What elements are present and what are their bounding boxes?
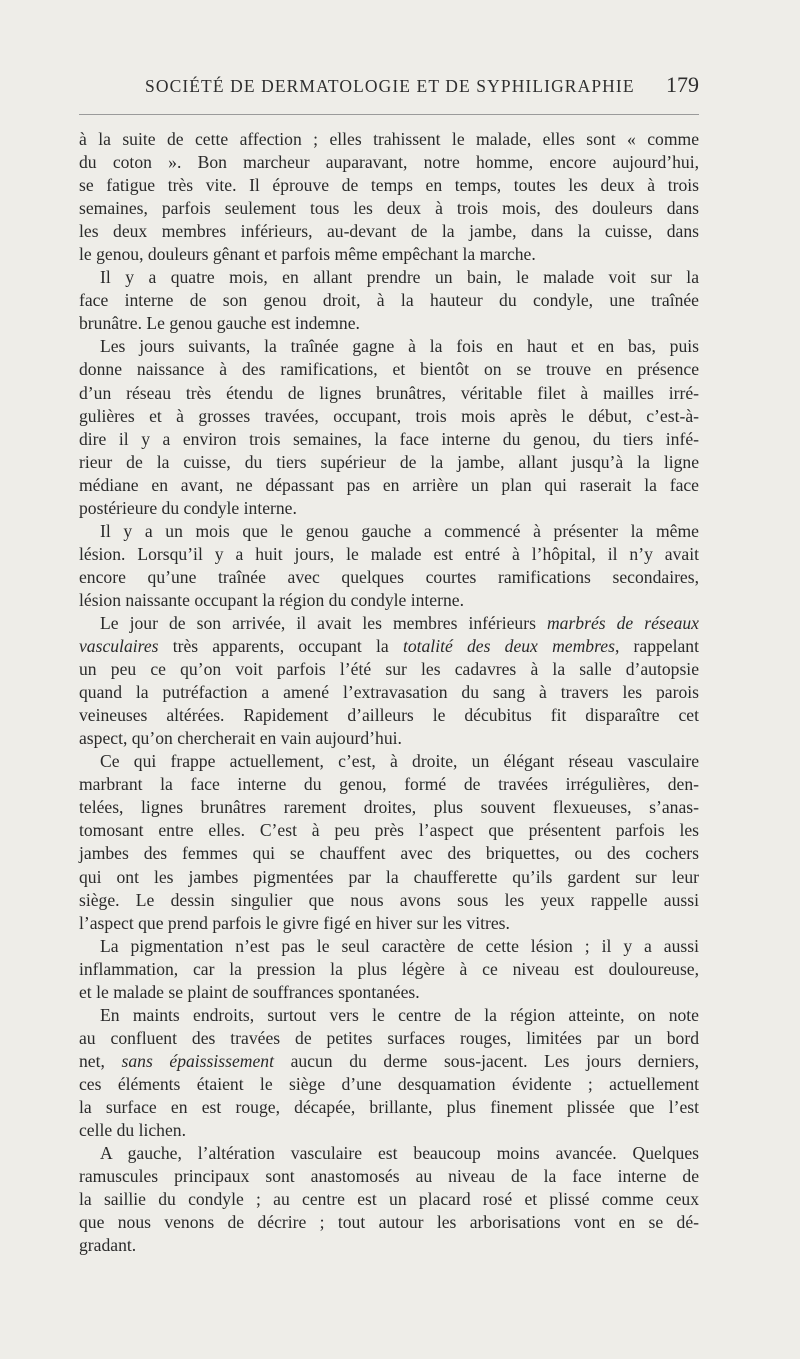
text-line (79, 1142, 699, 1165)
text-span: face interne de son genou droit, à la hauteur du condyle, une traînée (79, 290, 699, 311)
text-span: jambes des femmes qui se chauffent avec des briquettes, ou des cochers (79, 843, 699, 864)
text-line (79, 935, 699, 958)
text-span: dire il y a environ trois semaines, la face interne du genou, du tiers infé- (79, 428, 699, 449)
text-span: un peu ce qu’on voit parfois l’été sur les cadavres à la salle d’autopsie (79, 659, 699, 680)
text-line (79, 819, 699, 842)
text-line (79, 704, 699, 727)
text-span: d’un réseau très étendu de lignes brunâtres, véritable filet à mailles irré- (79, 382, 699, 403)
text-line (79, 981, 699, 1004)
text-span: net, (79, 1050, 122, 1071)
text-span: quand la putréfaction a amené l’extravasation du sang à travers les parois (79, 682, 699, 703)
text-line (79, 681, 699, 704)
text-line (79, 520, 699, 543)
text-line (79, 220, 699, 243)
text-line (79, 773, 699, 796)
text-span: , rappelant (614, 636, 699, 657)
paragraph (79, 520, 699, 612)
text-span: Il y a quatre mois, en allant prendre un bain, le malade voit sur la (100, 267, 699, 288)
text-span: la surface en est rouge, décapée, brillante, plus finement plissée que l’est (79, 1096, 699, 1117)
text-span: ces éléments étaient le siège d’une desquamation évidente ; actuellement (79, 1073, 699, 1094)
text-span: rieur de la cuisse, du tiers supérieur de la jambe, allant jusqu’à la ligne (79, 451, 699, 472)
text-span: marbrant la face interne du genou, formé de travées irrégulières, den- (79, 774, 699, 795)
text-span: tomosant entre elles. C’est à peu près l’aspect que présentent parfois les (79, 820, 699, 841)
text-span: au confluent des travées de petites surfaces rouges, limitées par un bord (79, 1027, 699, 1048)
text-span: le genou, douleurs gênant et parfois même empêchant la marche. (79, 244, 536, 265)
text-span: inflammation, car la pression la plus légère à ce niveau est douloureuse, (79, 958, 699, 979)
paragraph (79, 935, 699, 1004)
text-span: Il y a un mois que le genou gauche a commencé à présenter la même (100, 520, 699, 541)
text-span: telées, lignes brunâtres rarement droites, plus souvent flexueuses, s’anas- (79, 797, 699, 818)
running-title: SOCIÉTÉ DE DERMATOLOGIE ET DE SYPHILIGRAPHIE (145, 76, 635, 96)
text-span: donne naissance à des ramifications, et bientôt on se trouve en présence (79, 359, 699, 380)
italic-span: sans épaississement (121, 1050, 274, 1071)
text-span: postérieure du condyle interne. (79, 497, 297, 518)
body-text (79, 128, 699, 1257)
text-line (79, 358, 699, 381)
text-span: Les jours suivants, la traînée gagne à la fois en haut et en bas, puis (100, 336, 699, 357)
text-span: aucun du derme sous-jacent. Les jours derniers, (273, 1050, 699, 1071)
text-line (79, 1073, 699, 1096)
text-span: à la suite de cette affection ; elles trahissent le malade, elles sont « comme (79, 129, 699, 149)
italic-span: vasculaires (79, 636, 159, 657)
text-line (79, 750, 699, 773)
text-line (79, 405, 699, 428)
header-rule (79, 114, 699, 115)
text-line (79, 1188, 699, 1211)
text-span: encore qu’une traînée avec quelques courtes ramifications secondaires, (79, 566, 699, 587)
text-span: aspect, qu’on chercherait en vain aujourd’hui. (79, 728, 402, 749)
text-span: celle du lichen. (79, 1120, 186, 1141)
text-line (79, 612, 699, 635)
italic-span: marbrés de réseaux (546, 612, 699, 633)
paragraph (79, 612, 699, 750)
text-span: lésion. Lorsqu’il y a huit jours, le malade est entré à l’hôpital, il n’y avait (79, 543, 699, 564)
paragraph (79, 1142, 699, 1257)
text-line (79, 1165, 699, 1188)
text-line (79, 474, 699, 497)
text-line (79, 1004, 699, 1027)
paragraph (79, 750, 699, 934)
paragraph (79, 335, 699, 519)
text-span: lésion naissante occupant la région du condyle interne. (79, 589, 464, 610)
text-span: En maints endroits, surtout vers le centre de la région atteinte, on note (100, 1004, 699, 1025)
text-line (79, 1050, 699, 1073)
text-line (79, 428, 699, 451)
text-line (79, 289, 699, 312)
paragraph (79, 1004, 699, 1142)
text-line (79, 128, 699, 151)
text-span: veineuses altérées. Rapidement d’ailleurs le décubitus fit disparaître cet (79, 705, 699, 726)
text-span: brunâtre. Le genou gauche est indemne. (79, 313, 360, 334)
text-line (79, 842, 699, 865)
text-line (79, 727, 699, 750)
text-line (79, 958, 699, 981)
text-line (79, 635, 699, 658)
text-span: et le malade se plaint de souffrances spontanées. (79, 981, 420, 1002)
text-line (79, 543, 699, 566)
text-line (79, 589, 699, 612)
text-line (79, 912, 699, 935)
text-line (79, 497, 699, 520)
page-number: 179 (666, 72, 699, 97)
text-line (79, 566, 699, 589)
text-line (79, 866, 699, 889)
running-head (79, 72, 699, 100)
text-span: gradant. (79, 1235, 137, 1256)
text-line (79, 451, 699, 474)
italic-span: totalité des deux membres (402, 636, 615, 657)
text-line (79, 1096, 699, 1119)
text-span: ramuscules principaux sont anastomosés au niveau de la face interne de (79, 1166, 699, 1187)
text-line (79, 174, 699, 197)
text-span: La pigmentation n’est pas le seul caractère de cette lésion ; il y a aussi (100, 935, 699, 956)
text-line (79, 889, 699, 912)
text-span: semaines, parfois seulement tous les deux à trois mois, des douleurs dans (79, 198, 699, 219)
text-span: siège. Le dessin singulier que nous avons sous les yeux rappelle aussi (79, 889, 699, 910)
text-span: très apparents, occupant la (158, 636, 403, 657)
text-line (79, 658, 699, 681)
text-line (79, 1211, 699, 1234)
text-span: l’aspect que prend parfois le givre figé en hiver sur les vitres. (79, 912, 510, 933)
paragraph (79, 128, 699, 266)
text-span: Ce qui frappe actuellement, c’est, à droite, un élégant réseau vasculaire (100, 751, 699, 772)
text-span: qui ont les jambes pigmentées par la chaufferette qu’ils gardent sur leur (79, 866, 699, 887)
text-span: les deux membres inférieurs, au-devant de la jambe, dans la cuisse, dans (79, 221, 699, 242)
text-line (79, 197, 699, 220)
text-line (79, 266, 699, 289)
text-line (79, 151, 699, 174)
text-line (79, 312, 699, 335)
text-line (79, 796, 699, 819)
text-span: que nous venons de décrire ; tout autour les arborisations vont en se dé- (79, 1212, 699, 1233)
text-line (79, 335, 699, 358)
text-span: médiane en avant, ne dépassant pas en arrière un plan qui raserait la face (79, 474, 699, 495)
text-span: Le jour de son arrivée, il avait les membres inférieurs (100, 612, 547, 633)
text-span: A gauche, l’altération vasculaire est beaucoup moins avancée. Quelques (100, 1143, 699, 1164)
text-span: du coton ». Bon marcheur auparavant, notre homme, encore aujourd’hui, (79, 152, 699, 173)
text-line (79, 1027, 699, 1050)
paragraph (79, 266, 699, 335)
text-line (79, 1119, 699, 1142)
text-line (79, 243, 699, 266)
text-span: se fatigue très vite. Il éprouve de temps en temps, toutes les deux à trois (79, 175, 699, 196)
text-span: la saillie du condyle ; au centre est un placard rosé et plissé comme ceux (79, 1189, 699, 1210)
text-line (79, 1234, 699, 1257)
text-line (79, 382, 699, 405)
text-span: gulières et à grosses travées, occupant, trois mois après le début, c’est-à- (79, 405, 699, 426)
